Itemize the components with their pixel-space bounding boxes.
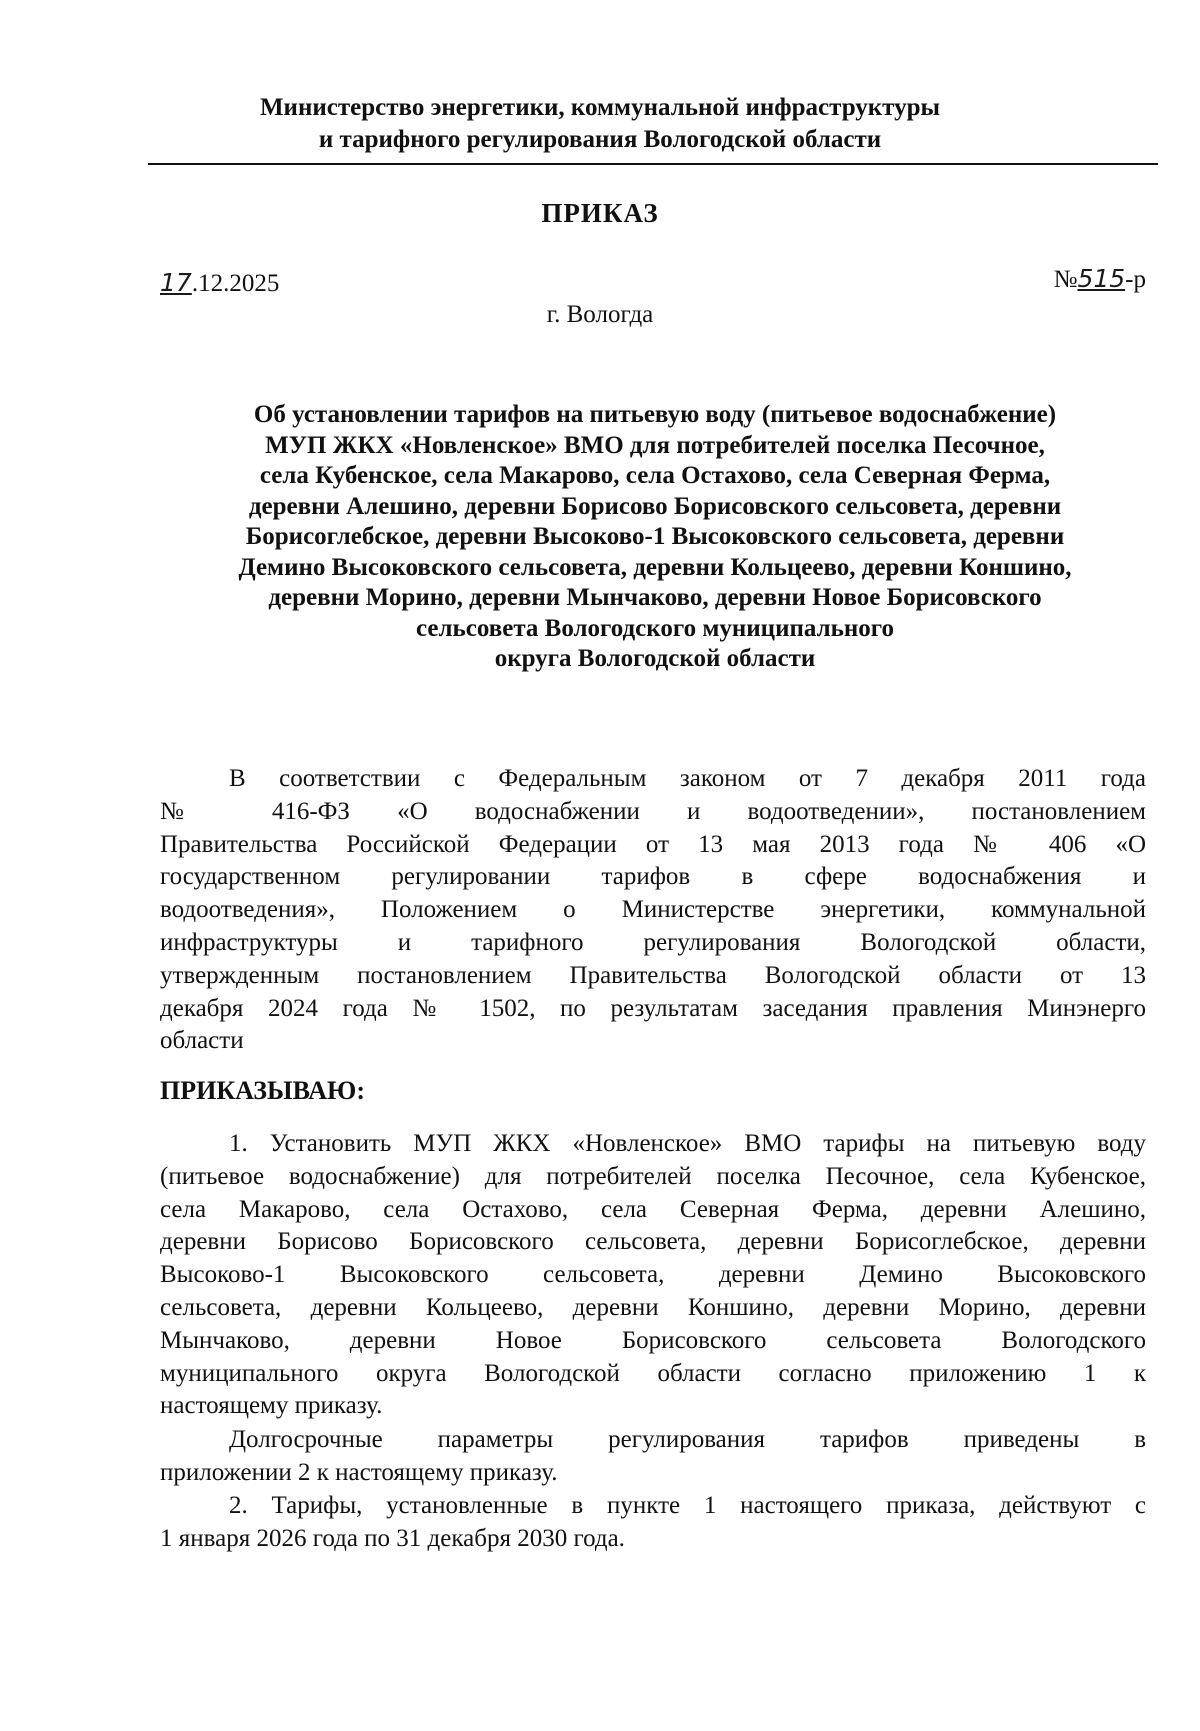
subject-line: МУП ЖКХ «Новленское» ВМО для потребителей поселка Песочное, [265, 431, 1045, 459]
number-handwritten: 515 [1077, 264, 1126, 293]
preamble-paragraph [160, 763, 1146, 1058]
subject-line: сельсовета Вологодского муниципального [416, 614, 894, 642]
item-2-paragraph [160, 1490, 1146, 1556]
ministry-line-2: и тарифного регулирования Вологодской области [318, 126, 882, 153]
subject-line: округа Вологодской области [494, 645, 816, 672]
preamble-line: области [160, 1027, 244, 1055]
item1-line: деревни Борисово Борисовского сельсовета, деревни Борисоглебское, деревни [160, 1228, 1146, 1256]
header-divider [148, 163, 1158, 165]
preamble-line: № 416-ФЗ «О водоснабжении и водоотведении», постановлением [160, 797, 1146, 825]
item1-line: 1. Установить МУП ЖКХ «Новленское» ВМО тарифы на питьевую воду [229, 1130, 1146, 1157]
order-title: ПРИКАЗ [541, 198, 659, 228]
preamble-line: утвержденным постановлением Правительства Вологодской области от 13 [160, 961, 1146, 989]
date-printed: .12.2025 [191, 270, 280, 297]
item1-line: села Макарово, села Остахово, села Северная Ферма, деревни Алешино, [160, 1195, 1146, 1223]
subject-line: деревни Алешино, деревни Борисово Борисовского сельсовета, деревни [248, 492, 1062, 520]
number-suffix: -р [1125, 266, 1146, 293]
item2-line: 2. Тарифы, установленные в пункте 1 настоящего приказа, действуют с [229, 1492, 1146, 1519]
preamble-line: В соответствии с Федеральным законом от 7 декабря 2011 года [229, 765, 1146, 792]
order-date [160, 268, 279, 298]
longterm-params-paragraph [160, 1424, 1146, 1490]
longterm-line: приложении 2 к настоящему приказу. [160, 1458, 558, 1486]
item1-line: сельсовета, деревни Кольцеево, деревни Коншино, деревни Морино, деревни [160, 1293, 1146, 1321]
order-city: г. Вологда [546, 301, 654, 328]
command-heading: ПРИКАЗЫВАЮ: [160, 1076, 365, 1105]
item1-line: муниципального округа Вологодской области согласно приложению 1 к [160, 1359, 1146, 1387]
preamble-line: инфраструктуры и тарифного регулирования Вологодской области, [160, 928, 1146, 956]
item1-line: (питьевое водоснабжение) для потребителей поселка Песочное, села Кубенское, [160, 1162, 1146, 1190]
item1-line: Мынчаково, деревни Новое Борисовского сельсовета Вологодского [160, 1326, 1146, 1354]
item2-line: 1 января 2026 года по 31 декабря 2030 года. [160, 1524, 625, 1552]
subject-line: Борисоглебское, деревни Высоково-1 Высоковского сельсовета, деревни [245, 523, 1065, 550]
subject-line: села Кубенское, села Макарово, села Остахово, села Северная Ферма, [259, 462, 1051, 489]
number-prefix: № [1053, 266, 1078, 293]
subject-line: Демино Высоковского сельсовета, деревни Кольцеево, деревни Коншино, [238, 553, 1072, 581]
order-subject [150, 400, 1160, 675]
preamble-line: водоотведения», Положением о Министерстве энергетики, коммунальной [160, 896, 1146, 924]
item1-line: настоящему приказу. [160, 1392, 383, 1420]
longterm-line: Долгосрочные параметры регулирования тарифов приведены в [229, 1426, 1146, 1453]
preamble-line: государственном регулировании тарифов в сфере водоснабжения и [160, 863, 1146, 891]
date-handwritten-day: 17 [160, 268, 192, 297]
item1-line: Высоково-1 Высоковского сельсовета, деревни Демино Высоковского [160, 1261, 1146, 1289]
subject-line: деревни Морино, деревни Мынчаково, деревни Новое Борисовского [268, 584, 1042, 611]
preamble-line: декабря 2024 года № 1502, по результатам заседания правления Минэнерго [160, 994, 1146, 1022]
subject-line: Об установлении тарифов на питьевую воду (питьевое водоснабжение) [253, 401, 1057, 428]
preamble-line: Правительства Российской Федерации от 13 мая 2013 года № 406 «О [160, 830, 1146, 858]
item-1-paragraph [160, 1128, 1146, 1423]
ministry-line-1: Министерство энергетики, коммунальной инфраструктуры [259, 94, 941, 121]
order-number [1054, 264, 1146, 294]
ministry-header [0, 92, 1200, 156]
